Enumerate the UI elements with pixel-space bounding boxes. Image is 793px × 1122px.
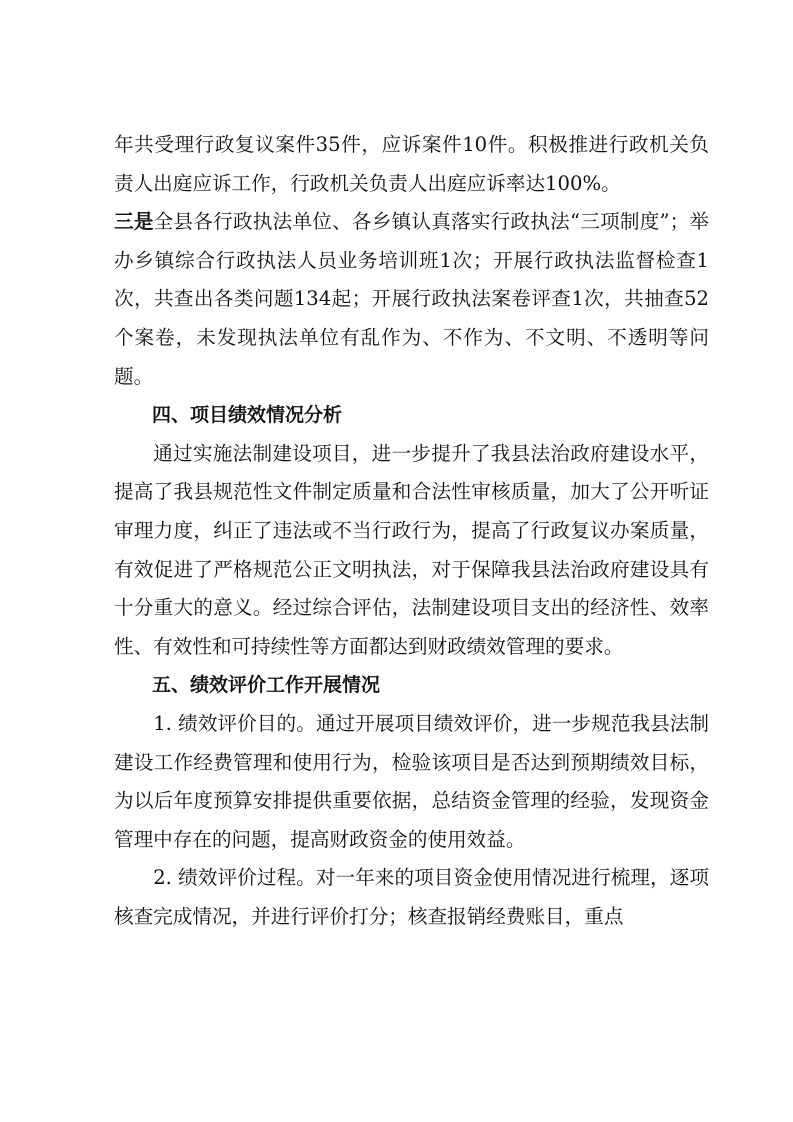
section-heading-4: 四、项目绩效情况分析	[152, 404, 343, 427]
paragraph-performance-analysis: 通过实施法制建设项目，进一步提升了我县法治政府建设水平，提高了我县规范性文件制定质量和合法性审核质量，加大了公开听证审理力度，纠正了违法或不当行政行为，提高了行政复议办案质量，有效促进了严格规范公正文明执法，对于保障我县法治政府建设具有十分重大的意义。经过综合评估，法制建设项目支出的经济性、效率性、有效性和可持续性等方面都达到财政绩效管理的要求。	[114, 441, 709, 658]
section-heading-5: 五、绩效评价工作开展情况	[152, 674, 381, 697]
point-three-text: 全县各行政执法单位、各乡镇认真落实行政执法“三项制度”；举办乡镇综合行政执法人员业务培训班1次；开展行政执法监督检查1次，共查出各类问题134起；开展行政执法案卷评查1次，共抽查52个案卷，未发现执法单位有乱作为、不作为、不文明、不透明等问题。	[114, 210, 709, 388]
paragraph-evaluation-purpose: 1. 绩效评价目的。通过开展项目绩效评价，进一步规范我县法制建设工作经费管理和使用行为，检验该项目是否达到预期绩效目标，为以后年度预算安排提供重要依据，总结资金管理的经验，发现资金管理中存在的问题，提高财政资金的使用效益。	[114, 711, 709, 851]
paragraph-evaluation-process: 2. 绩效评价过程。对一年来的项目资金使用情况进行梳理，逐项核查完成情况，并进行评价打分；核查报销经费账目，重点	[114, 866, 709, 928]
paragraph-three-systems	[114, 203, 709, 396]
point-three-label: 三是	[114, 210, 154, 234]
paragraph-case-statistics: 年共受理行政复议案件35件，应诉案件10件。积极推进行政机关负责人出庭应诉工作，行政机关负责人出庭应诉率达100%。	[114, 133, 709, 195]
